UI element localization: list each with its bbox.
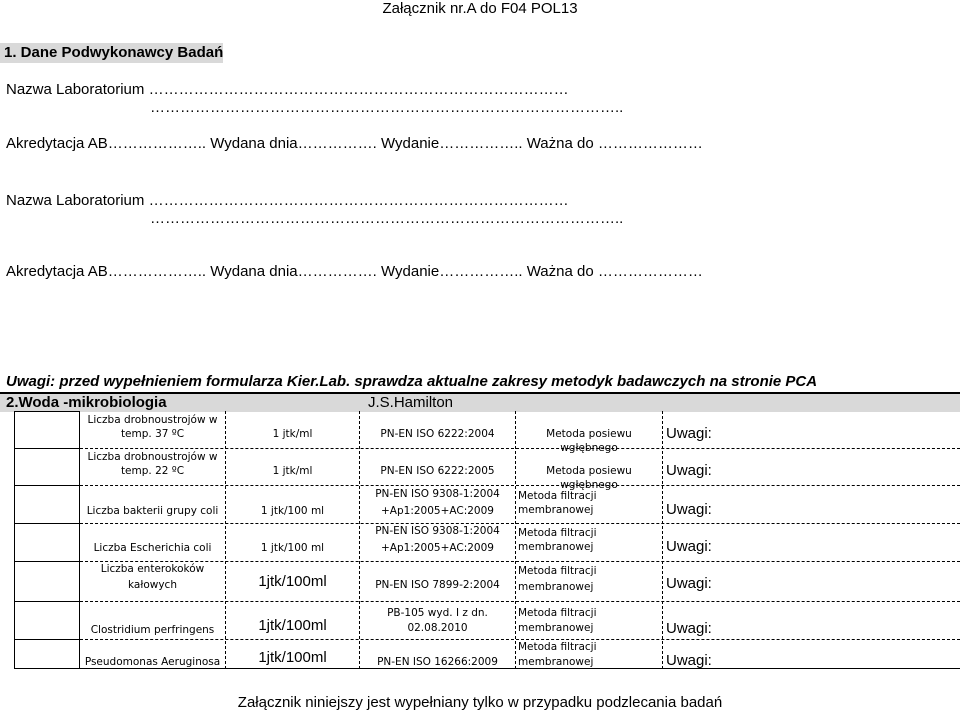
row-5-parameter [80,562,225,592]
row-7-remarks[interactable]: Uwagi: [666,652,712,669]
row-1-unit: 1 jtk/ml [272,428,313,440]
row-3-method-line-1: Metoda filtracji [518,490,597,502]
row-6-parameter: Clostridium perfringens [90,624,215,636]
row-2-parameter [80,450,225,478]
row-5-param-line-1: Liczba enterokoków [100,563,205,575]
row-4-method-line-1: Metoda filtracji [518,527,597,539]
row-3-norm [360,487,515,518]
row-sep-5 [80,601,960,602]
row-4-parameter: Liczba Escherichia coli [93,542,212,554]
checkbox-row-3[interactable] [14,485,80,525]
pca-note: Uwagi: przed wypełnieniem formularza Kier.Lab. sprawdza aktualne zakresy metodyk badawczych na stronie PCA [6,373,818,390]
row-3-parameter: Liczba bakterii grupy coli [86,505,219,517]
row-6-method [518,606,597,635]
row-2-method: Metoda posiewu wgłębnego [546,465,632,491]
section-2-title: 2.Woda -mikrobiologia [6,394,167,411]
row-3-remarks[interactable]: Uwagi: [666,501,712,518]
accreditation-1-line: Akredytacja AB……………….. Wydana dnia……………. Wydanie…………….. Ważna do ………………… [6,135,703,152]
lab-1-name-continuation: ………………………………………………………………………………….. [150,99,624,116]
row-6-remarks[interactable]: Uwagi: [666,620,712,637]
lab-1-name-line: Nazwa Laboratorium ………………………………………………………………………… [6,81,569,98]
row-1-parameter [80,413,225,441]
row-4-norm-line-2: +Ap1:2005+AC:2009 [381,542,494,554]
row-3-method [518,489,597,517]
row-4-method-line-2: membranowej [518,541,594,553]
row-6-norm-line-2: 02.08.2010 [407,622,468,634]
checkbox-row-4[interactable] [14,523,80,563]
row-5-unit: 1jtk/100ml [258,573,327,590]
checkbox-row-1[interactable] [14,411,80,450]
row-4-norm [360,524,515,555]
row-2-param-line-1: Liczba drobnoustrojów w [87,451,218,463]
row-6-norm-line-1: PB-105 wyd. I z dn. [387,607,488,619]
attachment-header: Załącznik nr.A do F04 POL13 [382,0,578,17]
row-1-param-line-2: temp. 37 ºC [120,428,185,440]
row-1-remarks[interactable]: Uwagi: [666,425,712,442]
checkbox-row-2[interactable] [14,448,80,487]
lab-2-name-continuation: ………………………………………………………………………………….. [150,210,624,227]
checkbox-row-6[interactable] [14,601,80,641]
row-4-norm-line-1: PN-EN ISO 9308-1:2004 [375,525,500,537]
row-6-method-line-1: Metoda filtracji [518,607,597,619]
row-2-remarks[interactable]: Uwagi: [666,462,712,479]
row-7-parameter: Pseudomonas Aeruginosa [84,656,221,668]
row-5-norm: PN-EN ISO 7899-2:2004 [375,579,500,591]
row-5-method-line-2: membranowej [518,581,594,593]
row-1-param-line-1: Liczba drobnoustrojów w [87,414,218,426]
row-4-remarks[interactable]: Uwagi: [666,538,712,555]
row-7-method-line-1: Metoda filtracji [518,641,597,653]
row-5-method-line-1: Metoda filtracji [518,565,597,577]
row-1-norm: PN-EN ISO 6222:2004 [380,428,495,440]
row-7-method-line-2: membranowej [518,656,594,668]
row-6-norm [360,606,515,635]
row-3-method-line-2: membranowej [518,504,594,516]
row-1-method: Metoda posiewu wgłębnego [546,428,632,454]
col-sep-4 [662,411,663,669]
row-4-unit: 1 jtk/100 ml [260,542,325,554]
section-2-author: J.S.Hamilton [368,394,454,411]
checkbox-row-7[interactable] [14,639,80,669]
row-5-param-line-2: kałowych [128,579,177,591]
tests-table [0,411,960,669]
row-6-unit: 1jtk/100ml [258,617,327,634]
row-2-unit: 1 jtk/ml [272,465,313,477]
row-5-remarks[interactable]: Uwagi: [666,575,712,592]
lab-2-name-line: Nazwa Laboratorium ………………………………………………………………………… [6,192,569,209]
section-1-title: 1. Dane Podwykonawcy Badań [0,43,223,63]
row-7-unit: 1jtk/100ml [258,649,327,666]
checkbox-row-5[interactable] [14,561,80,603]
row-4-method [518,526,597,554]
section-2-bar [0,392,960,412]
row-3-norm-line-2: +Ap1:2005+AC:2009 [381,505,494,517]
row-7-norm: PN-EN ISO 16266:2009 [377,656,498,668]
row-7-method [518,640,597,669]
row-2-param-line-2: temp. 22 ºC [120,465,185,477]
row-5-method [518,564,597,594]
accreditation-2-line: Akredytacja AB……………….. Wydana dnia……………. Wydanie…………….. Ważna do ………………… [6,263,703,280]
row-6-method-line-2: membranowej [518,622,594,634]
footer-note: Załącznik niniejszy jest wypełniany tylko w przypadku podzlecania badań [237,694,723,711]
row-3-unit: 1 jtk/100 ml [260,505,325,517]
row-sep-3 [80,523,960,524]
row-2-norm: PN-EN ISO 6222:2005 [380,465,495,477]
row-3-norm-line-1: PN-EN ISO 9308-1:2004 [375,488,500,500]
